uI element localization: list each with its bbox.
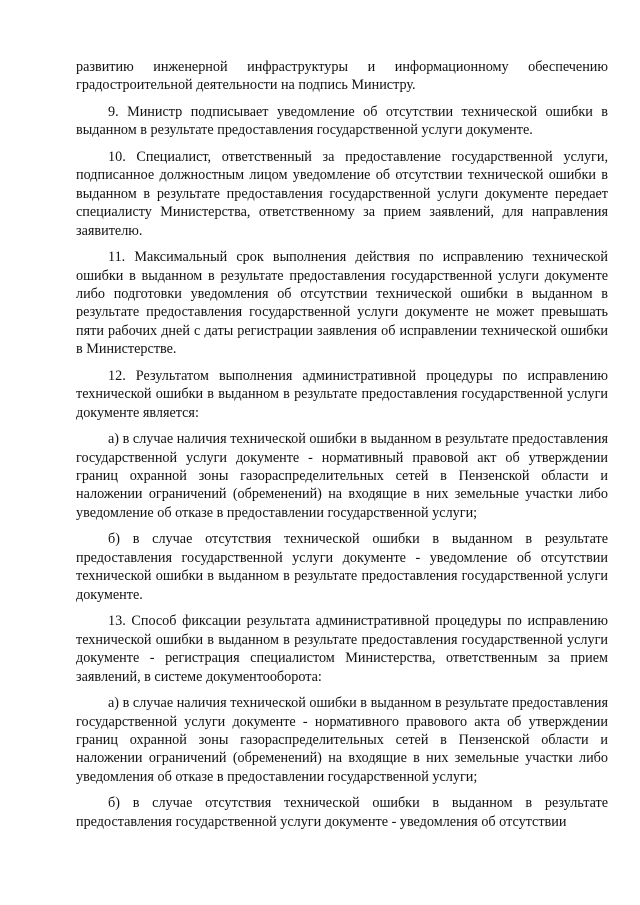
paragraph-continuation: развитию инженерной инфраструктуры и информационному обеспечению градостроительной деятельности на подпись Министру. [76, 59, 608, 94]
paragraph-13-a: а) в случае наличия технической ошибки в выданном в результате предоставления государственной услуги документе - нормативного правового акта об утверждении границ охранной зоны газораспределительных сетей в Пензенской области и наложении ограничений (обременений) на входящие в них земельные участки либо уведомления об отказе в предоставлении государственной услуги; [76, 695, 608, 785]
paragraph-13-b: б) в случае отсутствия технической ошибки в выданном в результате предоставления государственной услуги документе - уведомления об отсутствии [76, 795, 608, 830]
paragraph-12-b: б) в случае отсутствия технической ошибки в выданном в результате предоставления государственной услуги документе - уведомление об отсутствии технической ошибки в выданном в результате предоставления государственной услуги документе. [76, 531, 608, 603]
paragraph-11: 11. Максимальный срок выполнения действия по исправлению технической ошибки в выданном в результате предоставления государственной услуги документе либо подготовки уведомления об отсутствии технической ошибки в выданном в результате предоставления государственной услуги документе не может превышать пяти рабочих дней с даты регистрации заявления об исправлении технической ошибки в Министерстве. [76, 249, 608, 358]
paragraph-13: 13. Способ фиксации результата административной процедуры по исправлению технической ошибки в выданном в результате предоставления государственной услуги документе - регистрация специалистом Министерства, ответственным за прием заявлений, в системе документооборота: [76, 613, 608, 685]
paragraph-12-a: а) в случае наличия технической ошибки в выданном в результате предоставления государственной услуги документе - нормативный правовой акт об утверждении границ охранной зоны газораспределительных сетей в Пензенской области и наложении ограничений (обременений) на входящие в них земельные участки либо уведомление об отказе в предоставлении государственной услуги; [76, 431, 608, 521]
paragraph-9: 9. Министр подписывает уведомление об отсутствии технической ошибки в выданном в результате предоставления государственной услуги документе. [76, 104, 608, 139]
paragraph-12: 12. Результатом выполнения административной процедуры по исправлению технической ошибки в выданном в результате предоставления государственной услуги документе является: [76, 367, 608, 421]
paragraph-10: 10. Специалист, ответственный за предоставление государственной услуги, подписанное должностным лицом уведомление об отсутствии технической ошибки в выданном в результате предоставления государственной услуги документе передает специалисту Министерства, ответственному за прием заявлений, для направления заявителю. [76, 149, 608, 239]
document-page [76, 58, 608, 831]
